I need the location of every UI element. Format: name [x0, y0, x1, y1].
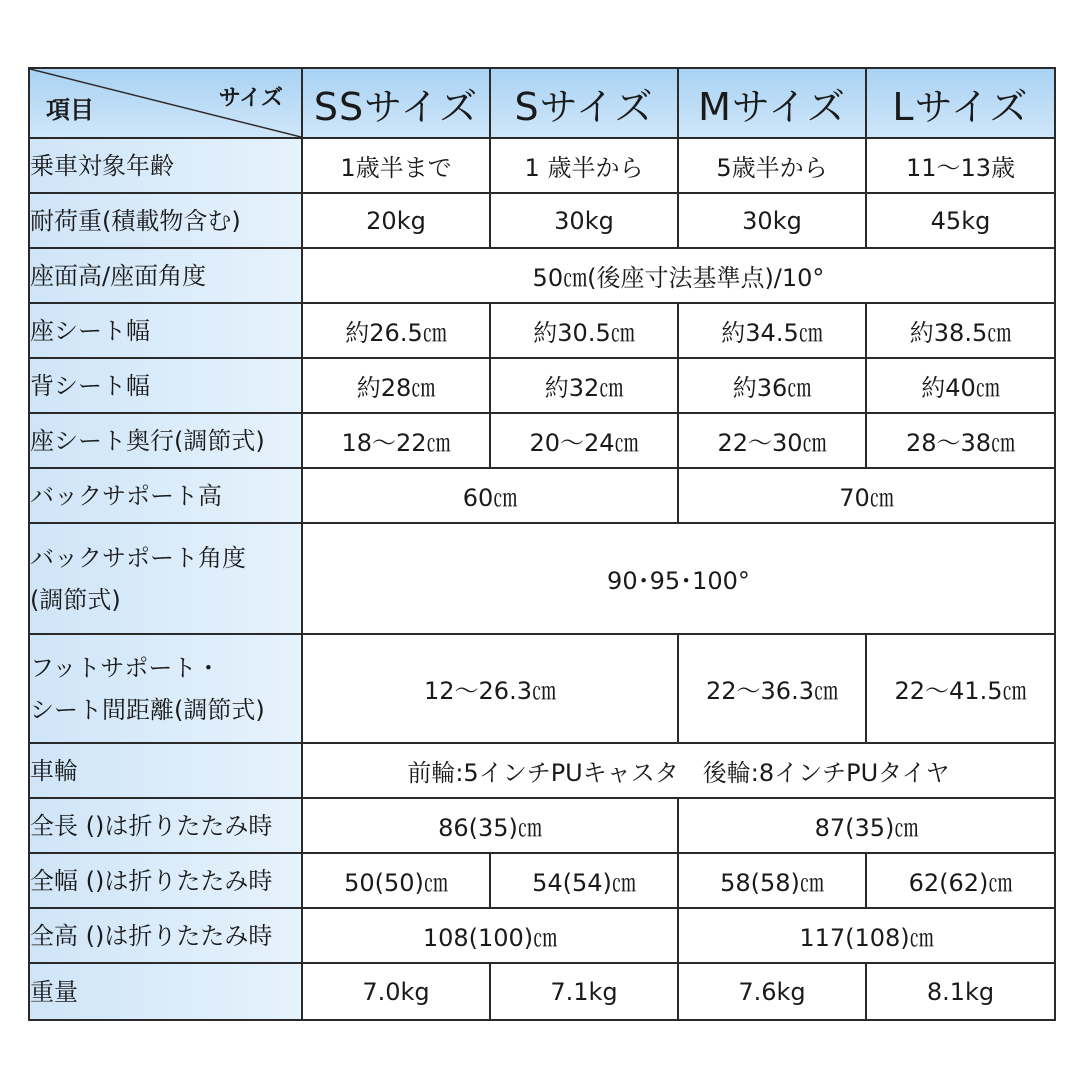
cell-value: 1歳半まで	[302, 138, 490, 193]
cell-value: 20kg	[302, 193, 490, 248]
table-row	[29, 908, 1055, 963]
row-label-line: (調節式)	[30, 585, 121, 614]
cell-value: 108(100)㎝	[302, 908, 678, 963]
row-label: 車輪	[29, 743, 302, 798]
cell-value: 30kg	[490, 193, 678, 248]
cell-value: 12〜26.3㎝	[302, 634, 678, 743]
table-row	[29, 138, 1055, 193]
cell-value: 22〜36.3㎝	[678, 634, 866, 743]
cell-value: 50(50)㎝	[302, 853, 490, 908]
cell-value: 45kg	[866, 193, 1055, 248]
header-corner-cell	[29, 68, 302, 138]
cell-value: 約40㎝	[866, 358, 1055, 413]
row-label: 座シート奥行(調節式)	[29, 413, 302, 468]
cell-value: 86(35)㎝	[302, 798, 678, 853]
row-label: 全幅 ()は折りたたみ時	[29, 853, 302, 908]
cell-value: 約30.5㎝	[490, 303, 678, 358]
cell-value: 8.1kg	[866, 963, 1055, 1020]
cell-value: 22〜30㎝	[678, 413, 866, 468]
cell-value: 20〜24㎝	[490, 413, 678, 468]
row-label: 背シート幅	[29, 358, 302, 413]
cell-value: 62(62)㎝	[866, 853, 1055, 908]
row-label	[29, 634, 302, 743]
row-label-line: フットサポート・	[30, 653, 221, 682]
cell-value: 1 歳半から	[490, 138, 678, 193]
table-row	[29, 303, 1055, 358]
cell-value: 87(35)㎝	[678, 798, 1055, 853]
cell-value: 11〜13歳	[866, 138, 1055, 193]
table-row	[29, 523, 1055, 634]
cell-value: 18〜22㎝	[302, 413, 490, 468]
table-row	[29, 853, 1055, 908]
cell-value: 前輪:5インチPUキャスタ 後輪:8インチPUタイヤ	[302, 743, 1055, 798]
row-label: バックサポート高	[29, 468, 302, 523]
header-size-l: Lサイズ	[866, 68, 1055, 138]
cell-value: 約36㎝	[678, 358, 866, 413]
cell-value: 28〜38㎝	[866, 413, 1055, 468]
cell-value: 5歳半から	[678, 138, 866, 193]
row-label: 座面高/座面角度	[29, 248, 302, 303]
cell-value: 約32㎝	[490, 358, 678, 413]
table-row	[29, 248, 1055, 303]
header-size-ss: SSサイズ	[302, 68, 490, 138]
row-label: 座シート幅	[29, 303, 302, 358]
cell-value: 約26.5㎝	[302, 303, 490, 358]
header-row	[29, 68, 1055, 138]
cell-value: 70㎝	[678, 468, 1055, 523]
header-size-s: Sサイズ	[490, 68, 678, 138]
row-label-line: シート間距離(調節式)	[30, 695, 265, 724]
row-label: 全高 ()は折りたたみ時	[29, 908, 302, 963]
row-label-line: バックサポート角度	[30, 543, 246, 572]
cell-value: 22〜41.5㎝	[866, 634, 1055, 743]
row-label: 耐荷重(積載物含む)	[29, 193, 302, 248]
row-label: 重量	[29, 963, 302, 1020]
table-row	[29, 413, 1055, 468]
table-row	[29, 743, 1055, 798]
cell-value: 90･95･100°	[302, 523, 1055, 634]
table-row	[29, 798, 1055, 853]
cell-value: 約34.5㎝	[678, 303, 866, 358]
cell-value: 7.0kg	[302, 963, 490, 1020]
size-spec-table	[28, 67, 1056, 1021]
cell-value: 7.6kg	[678, 963, 866, 1020]
corner-item-label: 項目	[46, 96, 94, 124]
cell-value: 54(54)㎝	[490, 853, 678, 908]
cell-value: 約28㎝	[302, 358, 490, 413]
cell-value: 117(108)㎝	[678, 908, 1055, 963]
cell-value: 約38.5㎝	[866, 303, 1055, 358]
row-label: 全長 ()は折りたたみ時	[29, 798, 302, 853]
header-size-m: Mサイズ	[678, 68, 866, 138]
cell-value: 7.1kg	[490, 963, 678, 1020]
table-row	[29, 468, 1055, 523]
cell-value: 58(58)㎝	[678, 853, 866, 908]
table-row	[29, 634, 1055, 743]
row-label: 乗車対象年齢	[29, 138, 302, 193]
corner-size-label: サイズ	[218, 86, 283, 111]
row-label	[29, 523, 302, 634]
table-row	[29, 193, 1055, 248]
cell-value: 30kg	[678, 193, 866, 248]
table-row	[29, 358, 1055, 413]
table-row	[29, 963, 1055, 1020]
cell-value: 50㎝(後座寸法基準点)/10°	[302, 248, 1055, 303]
cell-value: 60㎝	[302, 468, 678, 523]
